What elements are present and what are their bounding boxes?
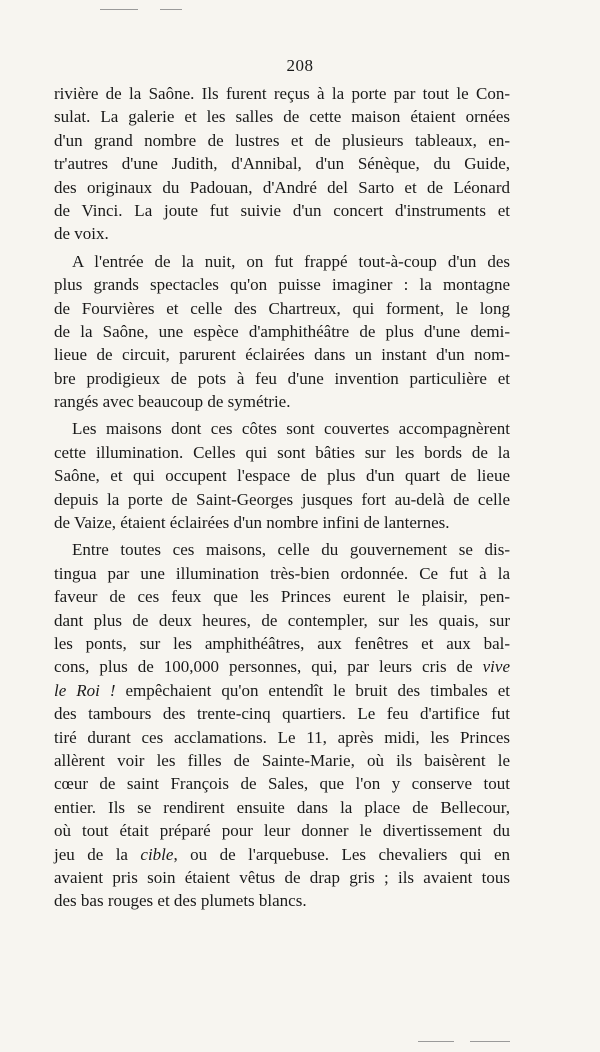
text-line: dant plus de deux heures, de contempler, sur les quais, sur: [54, 610, 510, 630]
text-line: rangés avec beaucoup de symétrie.: [54, 392, 291, 412]
text-line: bre prodigieux de pots à feu d'une invention particulière et: [54, 368, 510, 388]
text-line: des bas rouges et des plumets blancs.: [54, 891, 307, 911]
text-line: depuis la porte de Saint-Georges jusques fort au-delà de celle: [54, 489, 510, 509]
paragraph-4: [54, 538, 510, 912]
paragraph-1: [54, 82, 510, 246]
text-line: d'un grand nombre de lustres et de plusieurs tableaux, en-: [54, 130, 510, 150]
bottom-rule-left: [418, 1041, 454, 1042]
page-body: [54, 82, 510, 913]
text-line: avaient pris soin étaient vêtus de drap gris ; ils avaient tous: [54, 867, 510, 887]
text-line: cette illumination. Celles qui sont bâties sur les bords de la: [54, 442, 510, 462]
text-line: entier. Ils se rendirent ensuite dans la place de Bellecour,: [54, 797, 510, 817]
top-rule-right: [160, 9, 182, 10]
italic-word: cible: [140, 844, 174, 864]
paragraph-3: [54, 417, 510, 534]
text-line: des tambours des trente-cinq quartiers. Le feu d'artifice fut: [54, 704, 510, 724]
text-line: tingua par une illumination très-bien ordonnée. Ce fut à la: [54, 563, 510, 583]
text-segment: jeu de la: [54, 844, 141, 864]
page-number: 208: [286, 56, 314, 75]
text-line: des originaux du Padouan, d'André del Sarto et de Léonard: [54, 177, 510, 197]
text-line: sulat. La galerie et les salles de cette maison étaient ornées: [54, 107, 510, 127]
text-line: tiré durant ces acclamations. Le 11, après midi, les Princes: [54, 727, 510, 747]
text-line: de Vinci. La joute fut suivie d'un concert d'instruments et: [54, 200, 510, 220]
paragraph-2: [54, 250, 510, 414]
text-line: rivière de la Saône. Ils furent reçus à la porte par tout le Con-: [54, 84, 510, 103]
text-line: de Fourvières et celle des Chartreux, qui forment, le long: [54, 298, 510, 318]
text-line: de la Saône, une espèce d'amphithéâtre de plus d'une demi-: [54, 321, 510, 341]
text-line: de Vaize, étaient éclairées d'un nombre infini de lanternes.: [54, 513, 450, 533]
text-segment: cons, plus de 100,000 personnes, qui, par leurs cris de: [54, 657, 483, 677]
text-line: Les maisons dont ces côtes sont couvertes accompagnèrent: [72, 419, 510, 439]
text-line: faveur de ces feux que les Princes eurent le plaisir, pen-: [54, 587, 510, 607]
text-line: lieue de circuit, parurent éclairées dans un instant d'un nom-: [54, 345, 510, 365]
italic-word: le Roi !: [54, 680, 116, 700]
text-line: [54, 679, 510, 702]
text-line: les ponts, sur les amphithéâtres, aux fenêtres et aux bal-: [54, 633, 510, 653]
text-line: Entre toutes ces maisons, celle du gouvernement se dis-: [72, 540, 510, 560]
italic-word: vive: [482, 657, 510, 677]
bottom-rule-right: [470, 1041, 510, 1042]
text-line: [54, 655, 510, 678]
text-segment: , ou de l'arquebuse. Les chevaliers qui en: [173, 844, 510, 864]
text-line: tr'autres d'une Judith, d'Annibal, d'un Sénèque, du Guide,: [54, 154, 510, 174]
text-line: Saône, et qui occupent l'espace de plus d'un quart de lieue: [54, 466, 510, 486]
text-line: où tout était préparé pour leur donner le divertissement du: [54, 821, 510, 841]
text-line: allèrent voir les filles de Sainte-Marie, où ils baisèrent le: [54, 750, 510, 770]
text-line: [54, 843, 510, 866]
text-line: de voix.: [54, 224, 109, 244]
text-line: cœur de saint François de Sales, que l'on y conserve tout: [54, 774, 510, 794]
text-line: plus grands spectacles qu'on puisse imaginer : la montagne: [54, 275, 510, 295]
text-segment: empêchaient qu'on entendît le bruit des timbales et: [115, 680, 511, 700]
top-rule-left: [100, 9, 138, 10]
text-line: A l'entrée de la nuit, on fut frappé tout-à-coup d'un des: [72, 251, 510, 271]
